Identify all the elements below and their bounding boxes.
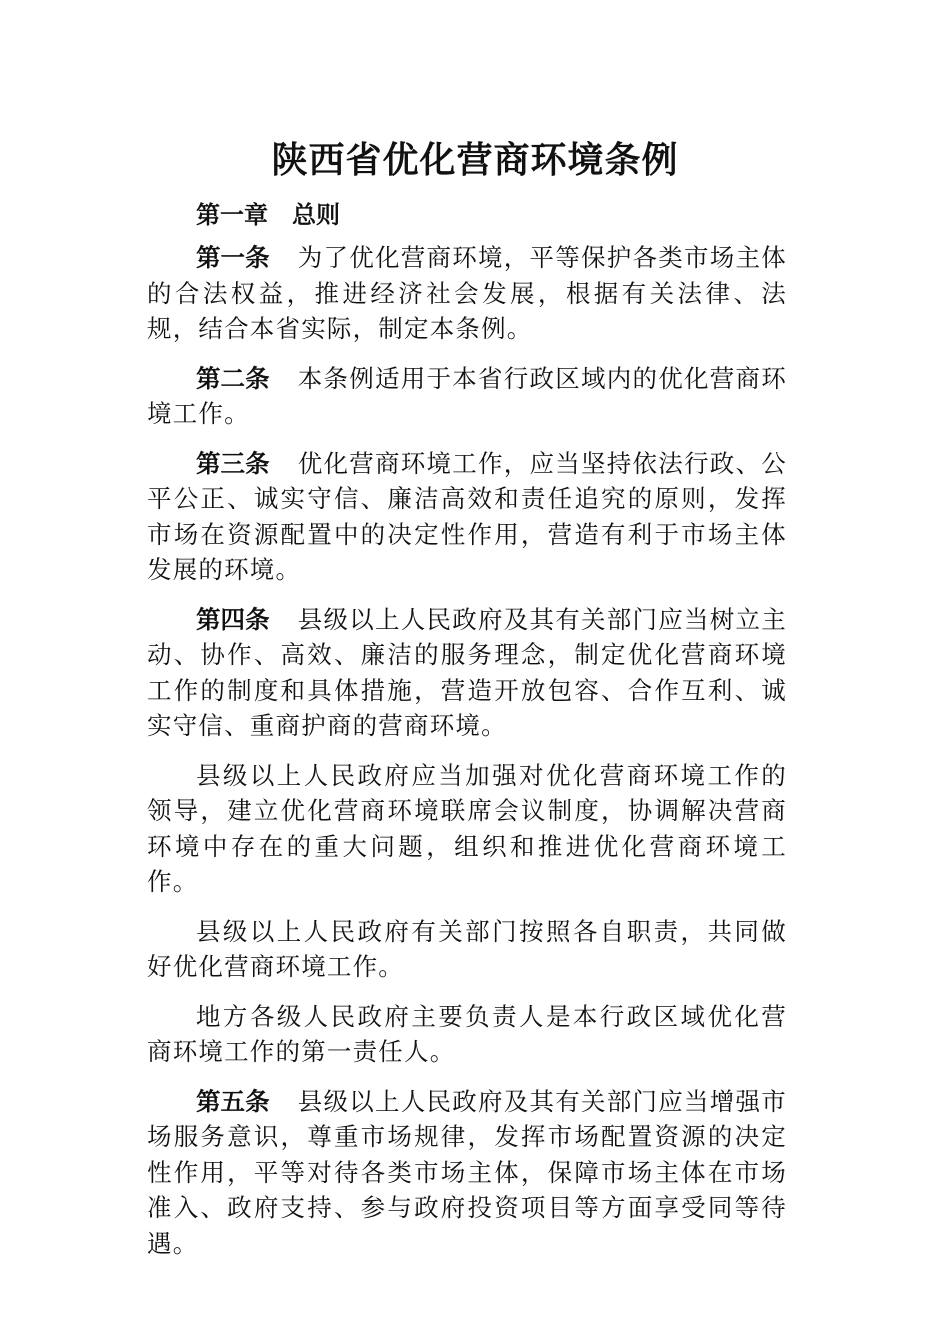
paragraph-text: 本条例适用于本省行政区域内的优化营商环境工作。 — [147, 363, 787, 428]
paragraph — [147, 914, 787, 985]
paragraph-text: 县级以上人民政府及其有关部门应当树立主动、协作、高效、廉洁的服务理念，制定优化营商环境工作的制度和具体措施，营造开放包容、合作互利、诚实守信、重商护商的营商环境。 — [147, 604, 787, 740]
paragraph — [147, 361, 787, 432]
paragraph-text: 地方各级人民政府主要负责人是本行政区域优化营商环境工作的第一责任人。 — [147, 1001, 787, 1066]
paragraph — [147, 758, 787, 900]
paragraph — [147, 999, 787, 1070]
paragraph-text: 县级以上人民政府应当加强对优化营商环境工作的领导，建立优化营商环境联席会议制度，协调解决营商环境中存在的重大问题，组织和推进优化营商环境工作。 — [147, 760, 787, 896]
article-number: 第一条 — [196, 243, 270, 272]
paragraph — [147, 240, 787, 347]
paragraph — [147, 1084, 787, 1262]
paragraph — [147, 602, 787, 744]
chapter-heading: 第一章 总则 — [196, 201, 340, 229]
paragraph-text: 为了优化营商环境，平等保护各类市场主体的合法权益，推进经济社会发展，根据有关法律、法规，结合本省实际，制定本条例。 — [147, 243, 787, 343]
paragraph-text: 县级以上人民政府及其有关部门应当增强市场服务意识，尊重市场规律，发挥市场配置资源的决定性作用，平等对待各类市场主体，保障市场主体在市场准入、政府支持、参与政府投资项目等方面享受同等待遇。 — [147, 1086, 787, 1258]
article-number: 第五条 — [196, 1086, 270, 1116]
article-number: 第三条 — [196, 448, 270, 478]
paragraph-text: 优化营商环境工作，应当坚持依法行政、公平公正、诚实守信、廉洁高效和责任追究的原则，发挥市场在资源配置中的决定性作用，营造有利于市场主体发展的环境。 — [147, 448, 787, 584]
paragraph — [147, 446, 787, 588]
article-number: 第四条 — [196, 604, 270, 634]
document-body — [147, 240, 787, 1275]
paragraph-text: 县级以上人民政府有关部门按照各自职责，共同做好优化营商环境工作。 — [147, 916, 787, 981]
document-title: 陕西省优化营商环境条例 — [271, 140, 679, 181]
article-number: 第二条 — [196, 363, 270, 393]
